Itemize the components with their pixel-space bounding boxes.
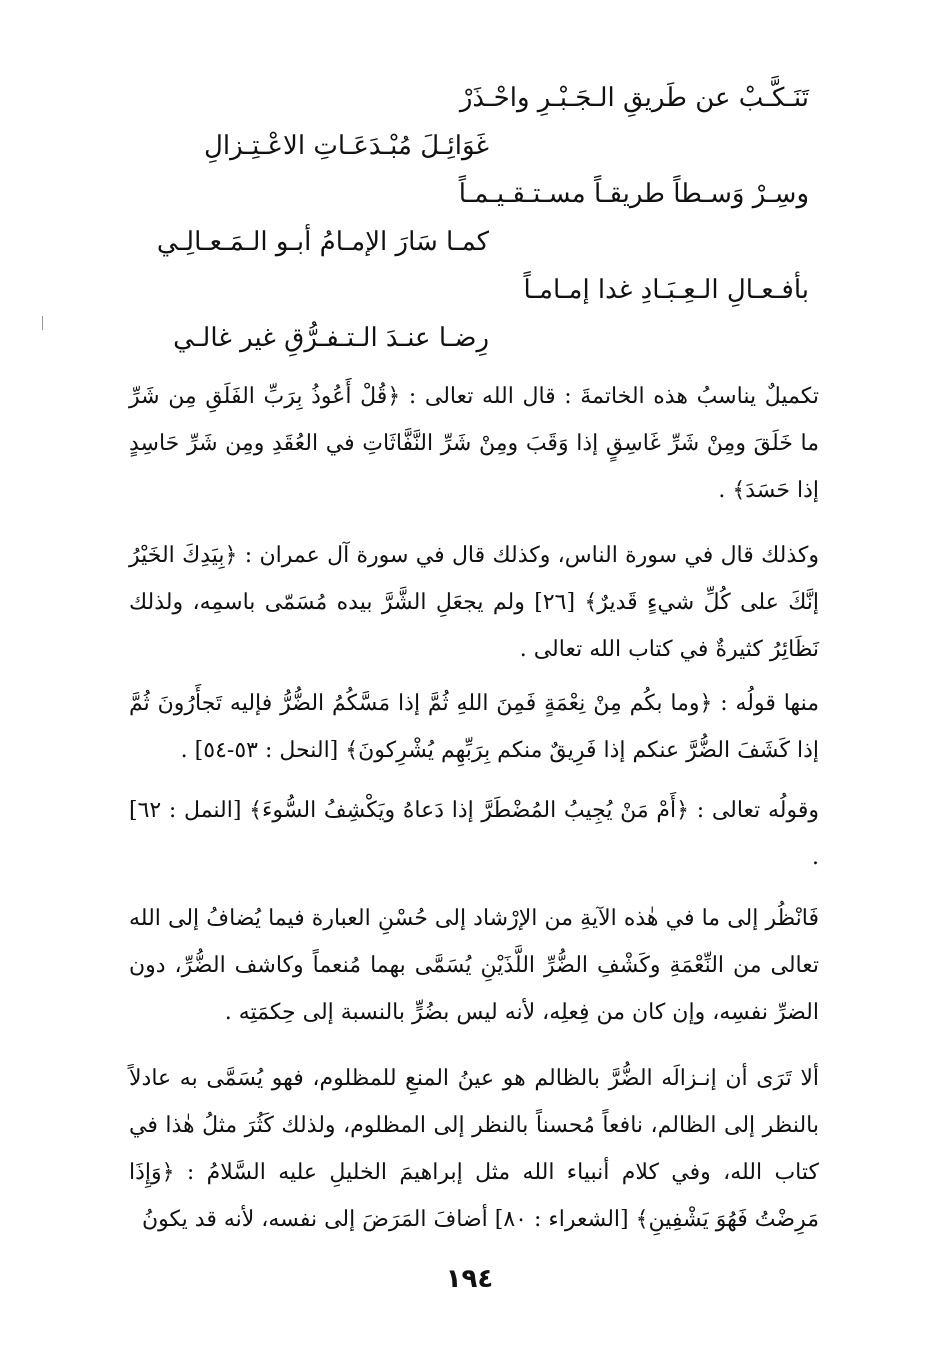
verse-line: بأفـعـالِ الـعِـبَـادِ غدا إمـامـاً bbox=[523, 275, 809, 305]
paragraph: وقولُه تعالى : ﴿أَمْ مَنْ يُجِيبُ المُضْطَرَّ إذا دَعاهُ ويَكْشِفُ السُّوءَ﴾ [النمل : ٦٢] . bbox=[129, 798, 819, 870]
paragraph: تكميلٌ يناسبُ هذه الخاتمةَ : قال الله تعالى : ﴿قُلْ أَعُوذُ بِرَبِّ الفَلَقِ مِن شَرِّ ما خَلَقَ ومِنْ شَرِّ غَاسِقٍ إذا وَقَبَ ومِنْ شَرِّ النَّفَّاثَاتِ في العُقَدِ ومِن شَرِّ حَاسِدٍ إذا حَسَدَ﴾ . bbox=[129, 384, 819, 503]
verse-line: غَوَائِـلَ مُبْـدَعَـاتِ الاعْـتِـزالِ bbox=[204, 131, 489, 161]
paragraph: منها قولُه : ﴿وما بكُم مِنْ نِعْمَةٍ فَمِنَ اللهِ ثُمَّ إذا مَسَّكُمُ الضُّرُّ فإليه تَجأَرُونَ ثُمَّ إذا كَشَفَ الضُّرَّ عنكم إذا فَرِيقٌ منكم بِرَبِّهِم يُشْرِكونَ﴾ [النحل : ٥٣-٥٤] . bbox=[129, 691, 819, 763]
paragraph: ألا تَرَى أن إنـزالَه الضُّرَّ بالظالم هو عينُ المنعِ للمظلوم، فهو يُسَمَّى به عادلاً بالنظر إلى الظالم، نافعاً مُحسناً بالنظر إلى المظلوم، ولذلك كَثُرَ مثلُ هٰذا في كتاب الله، وفي كلام أنبياء الله مثل إبراهيمَ الخليلِ عليه السَّلامُ : ﴿وَإِذَا مَرِضْتُ فَهُوَ يَشْفِينِ﴾ [الشعراء : ٨٠] أضافَ المَرَضَ إلى نفسه، لأنه قد يكونُ bbox=[129, 1066, 819, 1232]
verse-line: رِضـا عنـدَ الـتـفـرُّقِ غير غالـي bbox=[173, 323, 489, 353]
poem-verses bbox=[119, 74, 819, 362]
paragraph: وكذلك قال في سورة الناس، وكذلك قال في سورة آل عمران : ﴿بِيَدِكَ الخَيْرُ إنَّكَ على كُلِّ شيءٍ قَديرٌ﴾ [٢٦] ولم يجعَلِ الشَّرَّ بيده مُسَمّى باسمِه، ولذلك نَظَائِرُ كثيرةٌ في كتاب الله تعالى . bbox=[129, 543, 819, 662]
verse-line: كمـا سَارَ الإمـامُ أبـو الـمَـعـالِـي bbox=[156, 227, 489, 257]
paragraph: فَانْظُر إلى ما في هٰذه الآيةِ من الإرْشاد إلى حُسْنِ العبارة فيما يُضافُ إلى الله تعالى من النِّعْمَةِ وكَشْفِ الضُّرِّ اللَّذَيْنِ يُسَمَّى بهما مُنعماً وكاشف الضُّرِّ، دون الضرِّ نفسِه، وإن كان من فِعلِه، لأنه ليس بضُرٍّ بالنسبة إلى حِكمَتِه . bbox=[129, 906, 819, 1025]
page-number: ١٩٤ bbox=[445, 1264, 494, 1294]
scan-mark bbox=[42, 316, 43, 330]
verse-line: وسِـرْ وَسـطاً طريقـاً مسـتـقـيـمـاً bbox=[458, 179, 809, 209]
verse-line: تَنَـكَّـبْ عن طَريقِ الـجَـبْـرِ واحْـذَرْ bbox=[459, 83, 809, 113]
